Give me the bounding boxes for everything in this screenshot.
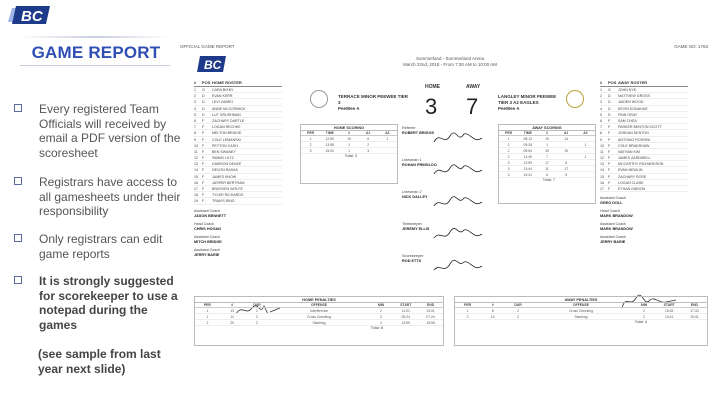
- roster-cell: 8: [600, 131, 602, 136]
- table-cell: 19: [545, 137, 549, 141]
- roster-cell: D: [202, 112, 205, 117]
- roster-cell: PARKER BENTON SCOTT: [618, 125, 662, 130]
- table-cell: 2: [367, 143, 370, 147]
- table-cell: 13:41: [664, 315, 674, 319]
- home-scoring-total: Total: 3: [344, 154, 357, 158]
- scoresheet: [180, 40, 712, 400]
- venue-info: [360, 56, 540, 68]
- official-name: NICK DALLEY: [402, 195, 428, 199]
- bullet-item-1: [14, 102, 184, 160]
- roster-cell: F: [608, 168, 611, 173]
- table-cell: 1: [507, 137, 510, 141]
- staff-role: Head Coach: [194, 221, 214, 226]
- table-title: HOME SCORING: [301, 125, 397, 131]
- signature-image: [432, 256, 486, 276]
- table-cell: 1: [309, 137, 312, 141]
- table-cell: [557, 154, 576, 159]
- home-team-name: TERRACE MINOR PEEWEE TIER 3 PeeWee A: [338, 94, 409, 111]
- roster-cell: 13: [194, 162, 198, 167]
- table-cell: 17: [545, 161, 549, 165]
- table-cell: 13:01: [426, 309, 435, 313]
- table-cell: 1: [348, 143, 350, 147]
- roster-cell: F: [608, 149, 611, 154]
- table-cell: 09:28: [523, 143, 533, 147]
- table-cell: 13:44: [523, 167, 533, 171]
- roster-cell: 6: [600, 118, 602, 123]
- away-penalty-total: Total: 4: [634, 320, 647, 324]
- table-cell: 15:00: [325, 149, 335, 153]
- table-cell: 11: [230, 315, 234, 319]
- home-roster: [194, 80, 282, 261]
- table-cell: 2: [309, 143, 312, 147]
- table-cell: 1: [584, 143, 587, 147]
- bullet-item-3: [14, 232, 184, 261]
- away-staff: [600, 196, 688, 245]
- bullet-text: Only registrars can edit game reports: [39, 232, 163, 261]
- bullet-item-4: [14, 274, 184, 332]
- bc-logo: [8, 4, 52, 26]
- roster-cell: 3: [194, 100, 196, 105]
- roster-cell: ETHAN GIBSON: [618, 187, 646, 191]
- table-cell: 1: [584, 155, 587, 159]
- table-cell: 14:41: [523, 173, 533, 177]
- checkbox-bullet-icon: [14, 177, 22, 185]
- table-cell: [576, 148, 595, 153]
- roster-cell: 9: [600, 137, 602, 142]
- roster-cell: SWAIN LILTZ: [212, 156, 234, 161]
- roster-cell: F: [608, 156, 611, 161]
- staff-role: Assistant Coach: [194, 208, 220, 213]
- table-cell: 13: [230, 309, 235, 313]
- staff-entry: [194, 235, 282, 245]
- signature-image: [432, 224, 486, 244]
- checkbox-bullet-icon: [14, 276, 22, 284]
- table-cell: 2: [507, 155, 510, 159]
- away-team-name: LANGLEY MINOR PEEWEE TIER 3 A2 EAGLES PeeWee A: [498, 94, 557, 111]
- roster-cell: 6: [194, 118, 196, 123]
- table-cell: 15:41: [690, 315, 699, 319]
- table-cell: 8: [565, 161, 568, 165]
- roster-cell: NATHAN KIM: [618, 149, 640, 154]
- table-cell: 12:59: [523, 161, 533, 165]
- official-entry: [402, 222, 492, 254]
- table-cell: 1: [348, 149, 350, 153]
- table-cell: 12:50: [325, 137, 335, 141]
- away-penalties-table: [454, 296, 708, 346]
- roster-cell: 11: [194, 149, 198, 154]
- table-cell: [576, 172, 595, 177]
- slide-note: (see sample from last year next slide): [38, 347, 161, 376]
- roster-cell: 2: [600, 94, 602, 99]
- roster-cell: COLE BRADSHAW: [618, 143, 650, 148]
- roster-cell: 2: [194, 94, 196, 99]
- table-cell: 11:01: [401, 309, 410, 313]
- table-header: PER # DUR OFFENSE MIN START END: [195, 303, 443, 308]
- signature-image: [432, 128, 486, 148]
- table-cell: [576, 166, 595, 171]
- table-cell: 2: [256, 321, 258, 325]
- roster-cell: F: [608, 137, 611, 142]
- table-cell: 2: [517, 315, 519, 319]
- sheet-header-left: OFFICIAL GAME REPORT: [180, 44, 235, 49]
- table-cell: 15: [545, 149, 549, 153]
- table-cell: 3: [507, 173, 510, 177]
- checkbox-bullet-icon: [14, 234, 22, 242]
- table-cell: 3: [367, 149, 370, 153]
- staff-role: Assistant Coach: [600, 235, 626, 240]
- roster-cell: TYLER RICHARDS: [212, 193, 244, 198]
- roster-cell: ZACHARY DARTLE: [212, 118, 245, 123]
- roster-cell: F: [202, 168, 205, 173]
- officials-panel: [402, 126, 492, 296]
- table-cell: 11:49: [523, 155, 532, 159]
- table-cell: 6: [367, 137, 370, 141]
- sheet-header-right: GAME NO: 1763: [674, 44, 708, 49]
- roster-cell: F: [608, 180, 611, 185]
- slide-title: GAME REPORT: [31, 43, 161, 62]
- venue-line: Summerland - Summerland Arena: [415, 56, 485, 61]
- table-cell: 08:12: [523, 137, 533, 141]
- roster-cell: 16: [194, 180, 198, 185]
- table-header: PER TIME # A1 A2: [499, 131, 595, 136]
- staff-name: JERRY BARIE: [600, 240, 626, 245]
- roster-cell: LOGAN RECHKE: [212, 125, 241, 130]
- staff-entry: [600, 196, 688, 206]
- staff-entry: [194, 209, 282, 219]
- staff-name: JASON BENNETT: [194, 213, 227, 218]
- table-cell: 6: [546, 173, 548, 177]
- roster-cell: MCCARTHY RICHARDSON: [618, 162, 664, 167]
- roster-cell: SAM CHEA: [618, 118, 637, 123]
- official-name: ROBERT BRIGGS: [402, 131, 435, 135]
- staff-entry: [194, 222, 282, 232]
- roster-cell: JOHN NYE: [618, 88, 637, 92]
- bullet-text: It is strongly suggested for scorekeeper to use a notepad during the games: [39, 274, 178, 332]
- roster-row: [194, 198, 282, 204]
- home-staff: [194, 209, 282, 258]
- roster-cell: FINN GRAY: [618, 112, 638, 117]
- table-title: AWAY SCORING: [499, 125, 595, 131]
- table-cell: Slashing: [312, 321, 326, 325]
- official-entry: [402, 190, 492, 222]
- table-cell: 17: [564, 167, 569, 171]
- staff-name: MARK BRANDOW: [600, 214, 633, 219]
- roster-cell: 13: [600, 162, 604, 167]
- table-cell: 2: [643, 315, 645, 319]
- roster-cell: F: [202, 131, 205, 136]
- checkbox-bullet-icon: [14, 104, 22, 112]
- roster-cell: JASPER BERTRAM: [212, 180, 245, 185]
- official-role: Linesman 2: [402, 190, 422, 194]
- staff-name: MITCH BRIDGE: [194, 239, 222, 244]
- table-cell: 2: [206, 321, 209, 325]
- table-cell: 1: [206, 309, 209, 313]
- official-role: Scorekeeper: [402, 254, 424, 258]
- roster-cell: F: [608, 125, 611, 130]
- date-line: March 22nd, 2018 - From 7:30 AM to 10:00 AM: [403, 62, 497, 67]
- official-name: ROD ETTS: [402, 259, 422, 263]
- table-cell: 2: [380, 321, 382, 325]
- away-team-logo-icon: [566, 90, 584, 108]
- table-cell: 2: [256, 315, 258, 319]
- staff-entry: [600, 235, 688, 245]
- roster-row: [600, 186, 688, 192]
- bullet-item-2: [14, 175, 184, 219]
- roster-cell: DEVON RASAK: [212, 168, 238, 173]
- home-penalties-table: [194, 296, 444, 346]
- roster-cell: 1: [194, 88, 196, 92]
- roster-cell: PEYTON CASH: [212, 143, 238, 148]
- roster-cell: 17: [600, 187, 604, 191]
- away-label: AWAY: [466, 84, 481, 90]
- table-cell: [557, 142, 576, 147]
- table-cell: 17:33: [690, 309, 699, 313]
- staff-name: MARK BRANDOW: [600, 227, 633, 232]
- official-role: Linesman 1: [402, 158, 422, 162]
- table-cell: [576, 136, 595, 141]
- roster-cell: LOGAN CLARK: [618, 180, 644, 185]
- table-header: PER TIME # A1 A2: [301, 131, 397, 136]
- table-cell: 14: [564, 137, 569, 141]
- roster-cell: F: [202, 125, 205, 130]
- roster-cell: F: [202, 156, 205, 161]
- roster-cell: TRAVIS RING: [212, 199, 235, 204]
- table-cell: 3: [507, 161, 510, 165]
- roster-cell: D: [608, 100, 611, 105]
- roster-cell: BRAYDEN WOLFE: [212, 187, 243, 191]
- roster-cell: 4: [194, 106, 196, 111]
- table-cell: [576, 160, 595, 165]
- roster-cell: 15: [600, 174, 604, 179]
- roster-cell: BEN SWANEY: [212, 149, 236, 154]
- table-title: HOME PENALTIES: [195, 297, 443, 303]
- table-cell: 05:24: [401, 315, 411, 319]
- roster-cell: F: [608, 131, 611, 136]
- roster-cell: 9: [194, 137, 196, 142]
- table-cell: 13:58: [325, 143, 335, 147]
- staff-role: Assistant Coach: [600, 222, 626, 227]
- roster-cell: D: [608, 112, 611, 117]
- staff-name: GREG DOLL: [600, 201, 623, 206]
- roster-cell: D: [202, 100, 205, 105]
- official-entry: [402, 158, 492, 190]
- table-cell: 15:33: [664, 309, 674, 313]
- table-cell: 20: [230, 321, 235, 325]
- roster-cell: MELTON BRIDGE: [212, 131, 242, 136]
- roster-cell: 1: [600, 88, 602, 92]
- roster-cell: F: [202, 187, 205, 191]
- roster-cell: ANNE MCCORMICK: [212, 106, 246, 111]
- table-cell: 2: [256, 309, 258, 313]
- roster-cell: 14: [600, 168, 604, 173]
- roster-cell: EVAN NEWLIN: [618, 168, 643, 173]
- roster-header: # POS HOME ROSTER: [194, 80, 282, 87]
- staff-entry: [194, 248, 282, 258]
- roster-cell: 5: [600, 112, 602, 117]
- table-cell: 2: [380, 315, 382, 319]
- table-cell: [378, 148, 397, 153]
- signature-image: [432, 192, 486, 212]
- table-cell: 2: [507, 149, 510, 153]
- staff-name: JERRY BARIE: [194, 252, 220, 257]
- table-cell: 8: [491, 309, 494, 313]
- roster-cell: 17: [194, 187, 198, 191]
- roster-cell: F: [202, 137, 205, 142]
- table-cell: 2: [507, 143, 510, 147]
- table-cell: 07:24: [426, 315, 435, 319]
- roster-cell: F: [202, 174, 205, 179]
- staff-entry: [600, 222, 688, 232]
- table-cell: Cross Checking: [569, 309, 593, 313]
- table-cell: 19: [347, 137, 351, 141]
- table-cell: 10: [490, 315, 495, 319]
- roster-cell: JAIDEN WOOD: [618, 100, 644, 105]
- table-cell: 7: [546, 155, 548, 159]
- roster-cell: 7: [600, 125, 602, 130]
- roster-cell: 10: [600, 143, 604, 148]
- roster-cell: 19: [194, 199, 198, 204]
- home-score: 3: [425, 94, 438, 119]
- roster-cell: 5: [194, 112, 196, 117]
- away-roster: [600, 80, 688, 248]
- table-cell: [378, 142, 397, 147]
- signature-image: [432, 160, 486, 180]
- staff-role: Assistant Coach: [600, 196, 626, 201]
- official-entry: [402, 126, 492, 158]
- roster-cell: F: [608, 162, 611, 167]
- roster-header: # POS AWAY ROSTER: [600, 80, 688, 87]
- bc-logo-text: BC: [204, 58, 222, 72]
- table-cell: 2: [517, 309, 519, 313]
- roster-cell: D: [202, 94, 205, 99]
- roster-cell: JORDAN KENTON: [618, 131, 649, 136]
- table-cell: 11: [545, 167, 549, 171]
- roster-cell: ZACHARY ROSE: [618, 174, 647, 179]
- roster-cell: COLE LEMANSKI: [212, 137, 241, 142]
- roster-cell: F: [202, 118, 205, 123]
- roster-cell: 18: [194, 193, 198, 198]
- official-name: JEREMY ELLIS: [402, 227, 430, 231]
- table-cell: 5: [565, 173, 568, 177]
- official-role: Referee: [402, 126, 416, 130]
- roster-cell: F: [608, 174, 611, 179]
- table-cell: 19: [564, 149, 569, 153]
- roster-cell: 16: [600, 180, 604, 185]
- roster-cell: JAMES ZARDWELL: [618, 156, 651, 161]
- table-cell: 2: [643, 309, 645, 313]
- table-cell: 1: [206, 315, 209, 319]
- roster-cell: 11: [600, 149, 604, 154]
- roster-cell: CARA BIXBY: [212, 88, 234, 92]
- roster-cell: 7: [194, 125, 196, 130]
- roster-cell: F: [202, 180, 205, 185]
- official-entry: [402, 254, 492, 286]
- home-scoring-table: [300, 124, 398, 184]
- bc-logo-text: BC: [21, 8, 43, 25]
- away-scoring-table: [498, 124, 596, 204]
- roster-cell: 3: [600, 100, 602, 105]
- roster-cell: JAMES KNOW: [212, 174, 237, 179]
- home-label: HOME: [425, 84, 440, 90]
- roster-cell: ANTONIO ROSSINI: [618, 137, 651, 142]
- table-cell: 3: [507, 167, 510, 171]
- staff-role: Assistant Coach: [194, 247, 220, 252]
- roster-cell: F: [202, 193, 205, 198]
- roster-cell: KEVIN DONAHUE: [618, 106, 648, 111]
- roster-cell: MATTHEW GROSS: [618, 94, 650, 99]
- table-cell: 13:55: [401, 321, 411, 325]
- staff-entry: [600, 209, 688, 219]
- roster-cell: 4: [600, 106, 602, 111]
- table-cell: 1: [386, 137, 389, 141]
- roster-cell: LUT GRUSHMAN: [212, 112, 241, 117]
- roster-cell: F: [608, 118, 611, 123]
- table-title: AWAY PENALTIES: [455, 297, 707, 303]
- roster-cell: G: [608, 88, 611, 92]
- staff-role: Head Coach: [600, 209, 620, 214]
- table-cell: 1: [546, 143, 548, 147]
- table-cell: 2: [380, 309, 382, 313]
- bullet-text: Registrars have access to all gamesheets under their responsibility: [39, 175, 181, 218]
- roster-cell: F: [608, 143, 611, 148]
- official-name: ROHAN PRINSLOO: [402, 163, 437, 167]
- table-cell: Cross Checking: [307, 315, 331, 319]
- roster-cell: 14: [194, 168, 198, 173]
- table-cell: 1: [466, 309, 469, 313]
- roster-cell: DAWSON DENZE: [212, 162, 242, 167]
- away-scoring-total: Total: 7: [542, 178, 555, 182]
- table-cell: Interference: [309, 309, 329, 313]
- roster-cell: D: [202, 106, 205, 111]
- roster-cell: 15: [194, 174, 198, 179]
- home-team-logo-icon: [310, 90, 328, 108]
- roster-cell: F: [202, 149, 205, 154]
- official-role: Timekeeper: [402, 222, 422, 226]
- roster-cell: 12: [600, 156, 604, 161]
- bc-logo: [194, 54, 228, 74]
- roster-cell: F: [608, 187, 611, 191]
- roster-cell: 8: [194, 131, 196, 136]
- roster-cell: D: [608, 94, 611, 99]
- roster-cell: F: [202, 143, 205, 148]
- table-cell: 2: [466, 315, 469, 319]
- staff-name: CHRIS HOGAN: [194, 226, 222, 231]
- table-cell: 15:55: [426, 321, 435, 325]
- table-cell: 09:54: [523, 149, 533, 153]
- roster-cell: 10: [194, 143, 198, 148]
- roster-cell: EVAN KERR: [212, 94, 233, 99]
- bullet-text: Every registered Team Officials will received by email a PDF version of the scoresheet: [39, 102, 181, 160]
- roster-cell: 12: [194, 156, 198, 161]
- staff-role: Assistant Coach: [194, 234, 220, 239]
- roster-cell: D: [608, 106, 611, 111]
- roster-cell: F: [202, 199, 205, 204]
- roster-cell: LEVI ZABRO: [212, 100, 234, 105]
- roster-cell: F: [202, 162, 205, 167]
- table-cell: Slashing: [574, 315, 588, 319]
- table-cell: 3: [309, 149, 312, 153]
- home-penalty-total: Total: 6: [370, 326, 383, 330]
- away-score: 7: [466, 94, 479, 119]
- table-header: PER # DUR OFFENSE MIN START END: [455, 303, 707, 308]
- roster-cell: G: [202, 88, 205, 92]
